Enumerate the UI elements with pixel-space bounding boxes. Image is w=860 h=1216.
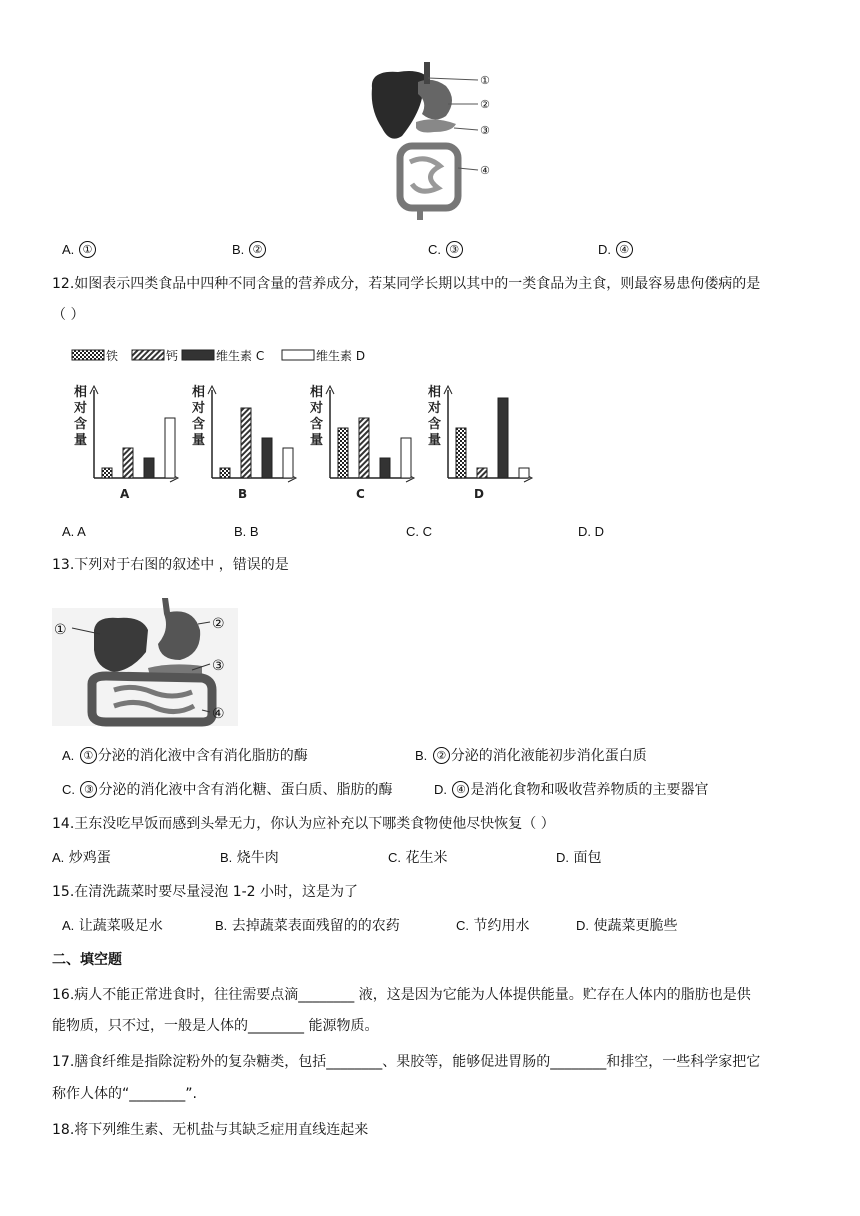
bar-C-2 bbox=[359, 418, 369, 478]
panel-label-C: C bbox=[356, 487, 365, 501]
q13-option-b[interactable]: B. ② 分泌的消化液能初步消化蛋白质 bbox=[415, 748, 647, 764]
q17-question-line2: 称作人体的“________”. bbox=[52, 1086, 197, 1102]
section-heading-fill-blank: 二、填空题 bbox=[52, 952, 122, 968]
nutrient-bar-chart bbox=[56, 340, 556, 510]
bar-C-3 bbox=[380, 458, 390, 478]
bar-D-3 bbox=[498, 398, 508, 478]
q14-option-a[interactable]: A. 炒鸡蛋 bbox=[52, 850, 111, 866]
q12-question-line1: 12.如图表示四类食品中四种不同含量的营养成分，若某同学长期以其中的一类食品为主食，则最容易患佝偻病的是 bbox=[52, 276, 761, 292]
ylabel-char: 相 bbox=[74, 385, 88, 400]
digestive-system-figure-1 bbox=[360, 58, 500, 228]
ylabel-char: 对 bbox=[428, 401, 442, 416]
figure2-label-1: ① bbox=[54, 622, 67, 638]
q16-question-line2: 能物质，只不过，一般是人体的________ 能源物质。 bbox=[52, 1018, 379, 1034]
figure1-label-1: ① bbox=[480, 74, 490, 87]
circled-number: ② bbox=[433, 747, 450, 764]
ylabel-char: 相 bbox=[310, 385, 324, 400]
panel-label-A: A bbox=[120, 487, 130, 501]
ylabel-char: 含 bbox=[310, 417, 324, 432]
ylabel-char: 相 bbox=[192, 385, 206, 400]
ylabel-char: 量 bbox=[428, 433, 442, 448]
bar-B-3 bbox=[262, 438, 272, 478]
bar-D-4 bbox=[519, 468, 529, 478]
q11-option-d[interactable]: D. ④ bbox=[598, 240, 634, 260]
ylabel-char: 量 bbox=[74, 433, 88, 448]
legend-label-2: 钙 bbox=[166, 349, 179, 363]
figure1-label-3: ③ bbox=[480, 124, 490, 137]
bar-A-3 bbox=[144, 458, 154, 478]
q11-option-b[interactable]: B. ② bbox=[232, 240, 267, 260]
legend-swatch-4 bbox=[282, 350, 314, 360]
bar-D-1 bbox=[456, 428, 466, 478]
q13-option-d[interactable]: D. ④ 是消化食物和吸收营养物质的主要器官 bbox=[434, 782, 709, 798]
legend-swatch-1 bbox=[72, 350, 104, 360]
q15-option-d[interactable]: D. 使蔬菜更脆些 bbox=[576, 918, 678, 934]
bar-B-4 bbox=[283, 448, 293, 478]
circled-number: ③ bbox=[80, 781, 97, 798]
legend-swatch-2 bbox=[132, 350, 164, 360]
q11-option-c[interactable]: C. ③ bbox=[428, 240, 464, 260]
q14-option-b[interactable]: B. 烧牛肉 bbox=[220, 850, 279, 866]
q13-question: 13.下列对于右图的叙述中 ，错误的是 bbox=[52, 557, 289, 573]
legend-label-4: 维生素 D bbox=[316, 349, 366, 363]
q12-option-a[interactable]: A. A bbox=[62, 524, 86, 539]
circled-number: ④ bbox=[616, 241, 633, 258]
ylabel-char: 含 bbox=[428, 417, 442, 432]
q15-option-a[interactable]: A. 让蔬菜吸足水 bbox=[62, 918, 163, 934]
q11-option-a[interactable]: A. ① bbox=[62, 240, 97, 260]
figure2-label-2: ② bbox=[212, 616, 225, 632]
q12-option-b[interactable]: B. B bbox=[234, 524, 259, 539]
bar-D-2 bbox=[477, 468, 487, 478]
bar-B-2 bbox=[241, 408, 251, 478]
ylabel-char: 含 bbox=[192, 417, 206, 432]
q15-option-b[interactable]: B. 去掉蔬菜表面残留的的农药 bbox=[215, 918, 400, 934]
circled-number: ① bbox=[79, 241, 96, 258]
q12-question-line2: （ ） bbox=[52, 307, 85, 323]
panel-label-D: D bbox=[474, 487, 484, 501]
ylabel-char: 对 bbox=[310, 401, 324, 416]
digestive-system-figure-2 bbox=[52, 590, 242, 728]
bar-B-1 bbox=[220, 468, 230, 478]
legend-label-3: 维生素 C bbox=[216, 349, 265, 363]
q15-option-c[interactable]: C. 节约用水 bbox=[456, 918, 530, 934]
legend-swatch-3 bbox=[182, 350, 214, 360]
circled-number: ② bbox=[249, 241, 266, 258]
figure2-label-4: ④ bbox=[212, 706, 225, 722]
ylabel-char: 量 bbox=[310, 433, 324, 448]
bar-C-4 bbox=[401, 438, 411, 478]
q18-question: 18.将下列维生素、无机盐与其缺乏症用直线连起来 bbox=[52, 1122, 369, 1138]
figure2-label-3: ③ bbox=[212, 658, 225, 674]
q13-option-a[interactable]: A. ① 分泌的消化液中含有消化脂肪的酶 bbox=[62, 748, 308, 764]
circled-number: ① bbox=[80, 747, 97, 764]
legend-label-1: 铁 bbox=[106, 349, 119, 363]
bar-A-2 bbox=[123, 448, 133, 478]
q12-option-d[interactable]: D. D bbox=[578, 524, 604, 539]
ylabel-char: 量 bbox=[192, 433, 206, 448]
q13-option-c[interactable]: C. ③ 分泌的消化液中含有消化糖、蛋白质、脂肪的酶 bbox=[62, 782, 393, 798]
q17-question-line1: 17.膳食纤维是指除淀粉外的复杂糖类，包括________、果胶等，能够促进胃肠的________和排空，一些科学家把它 bbox=[52, 1054, 761, 1070]
bar-C-1 bbox=[338, 428, 348, 478]
circled-number: ③ bbox=[446, 241, 463, 258]
circled-number: ④ bbox=[452, 781, 469, 798]
q12-option-c[interactable]: C. C bbox=[406, 524, 432, 539]
ylabel-char: 含 bbox=[74, 417, 88, 432]
figure1-label-4: ④ bbox=[480, 164, 490, 177]
ylabel-char: 相 bbox=[428, 385, 442, 400]
q14-option-c[interactable]: C. 花生米 bbox=[388, 850, 448, 866]
bar-A-1 bbox=[102, 468, 112, 478]
ylabel-char: 对 bbox=[192, 401, 206, 416]
q16-question-line1: 16.病人不能正常进食时，往往需要点滴________ 液，这是因为它能为人体提供能量。贮存在人体内的脂肪也是供 bbox=[52, 987, 751, 1003]
bar-A-4 bbox=[165, 418, 175, 478]
q14-question: 14.王东没吃早饭而感到头晕无力，你认为应补充以下哪类食物使他尽快恢复（ ） bbox=[52, 816, 555, 832]
q15-question: 15.在清洗蔬菜时要尽量浸泡 1-2 小时，这是为了 bbox=[52, 884, 359, 900]
figure1-label-2: ② bbox=[480, 98, 490, 111]
panel-label-B: B bbox=[238, 487, 248, 501]
ylabel-char: 对 bbox=[74, 401, 88, 416]
q14-option-d[interactable]: D. 面包 bbox=[556, 850, 602, 866]
